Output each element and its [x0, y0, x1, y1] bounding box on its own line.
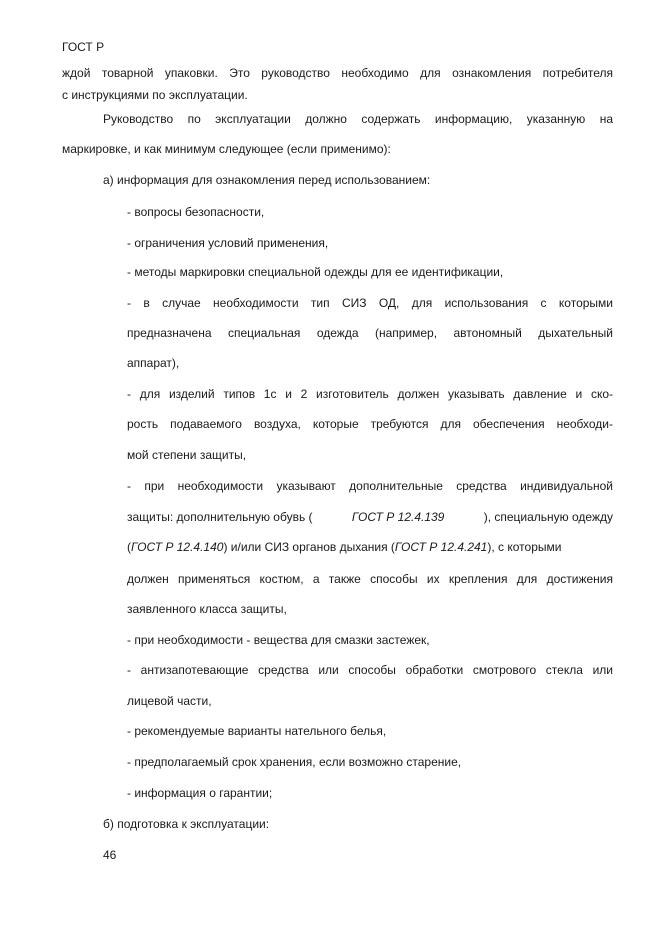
text-fragment: ( — [127, 540, 131, 554]
list-item-antifog-l2: лицевой части, — [127, 694, 212, 708]
list-item-additional-ppe-l5: заявленного класса защиты, — [127, 602, 287, 616]
section-a-heading: а) информация для ознакомления перед использованием: — [103, 173, 431, 187]
list-item-additional-ppe-l3 — [127, 540, 613, 554]
list-item-safety: - вопросы безопасности, — [127, 205, 265, 219]
list-item-warranty: - информация о гарантии; — [127, 786, 273, 800]
standard-reference: ГОСТ Р 12.4.139 — [351, 510, 445, 524]
document-header: ГОСТ Р — [62, 40, 105, 54]
text-fragment: ), специальную одежду — [483, 510, 613, 524]
list-item-additional-ppe-l1: - при необходимости указывают дополнительные средства индивидуальной — [127, 479, 613, 493]
standard-reference: ГОСТ Р 12.4.140 — [131, 540, 224, 554]
text-fragment: ) и/или СИЗ органов дыхания ( — [223, 540, 395, 554]
list-item-additional-ppe-l4: должен применяться костюм, а также способы их крепления для достижения — [127, 572, 613, 586]
list-item-shelf-life: - предполагаемый срок хранения, если возможно старение, — [127, 755, 462, 769]
section-b-heading: б) подготовка к эксплуатации: — [103, 817, 270, 831]
intro-line-1: ждой товарной упаковки. Это руководство необходимо для ознакомления потребителя — [62, 66, 613, 80]
list-item-respirator-l2: предназначена специальная одежда (например, автономный дыхательный — [127, 326, 613, 340]
list-item-marking: - методы маркировки специальной одежды для ее идентификации, — [127, 265, 504, 279]
list-item-underwear: - рекомендуемые варианты нательного белья, — [127, 724, 387, 738]
list-item-respirator-l3: аппарат), — [127, 356, 180, 370]
page-number: 46 — [103, 848, 117, 862]
list-item-air-supply-l1: - для изделий типов 1с и 2 изготовитель должен указывать давление и ско- — [127, 387, 613, 401]
intro-line-2: с инструкциями по эксплуатации. — [62, 88, 248, 102]
list-item-air-supply-l3: мой степени защиты, — [127, 448, 247, 462]
paragraph-line-2: маркировке, и как минимум следующее (если применимо): — [62, 142, 391, 156]
list-item-antifog-l1: - антизапотевающие средства или способы обработки смотрового стекла или — [127, 663, 613, 677]
standard-reference: ГОСТ Р 12.4.241 — [394, 540, 488, 554]
list-item-limitations: - ограничения условий применения, — [127, 236, 329, 250]
paragraph-line-1: Руководство по эксплуатации должно содержать информацию, указанную на — [103, 112, 613, 126]
list-item-additional-ppe-l2 — [127, 510, 613, 524]
list-item-lubricant: - при необходимости - вещества для смазки застежек, — [127, 633, 430, 647]
list-item-respirator-l1: - в случае необходимости тип СИЗ ОД, для использования с которыми — [127, 296, 613, 310]
text-fragment: ), с которыми — [487, 540, 562, 554]
list-item-air-supply-l2: рость подаваемого воздуха, которые требуются для обеспечения необходи- — [127, 417, 613, 431]
text-fragment: защиты: дополнительную обувь ( — [127, 510, 313, 524]
